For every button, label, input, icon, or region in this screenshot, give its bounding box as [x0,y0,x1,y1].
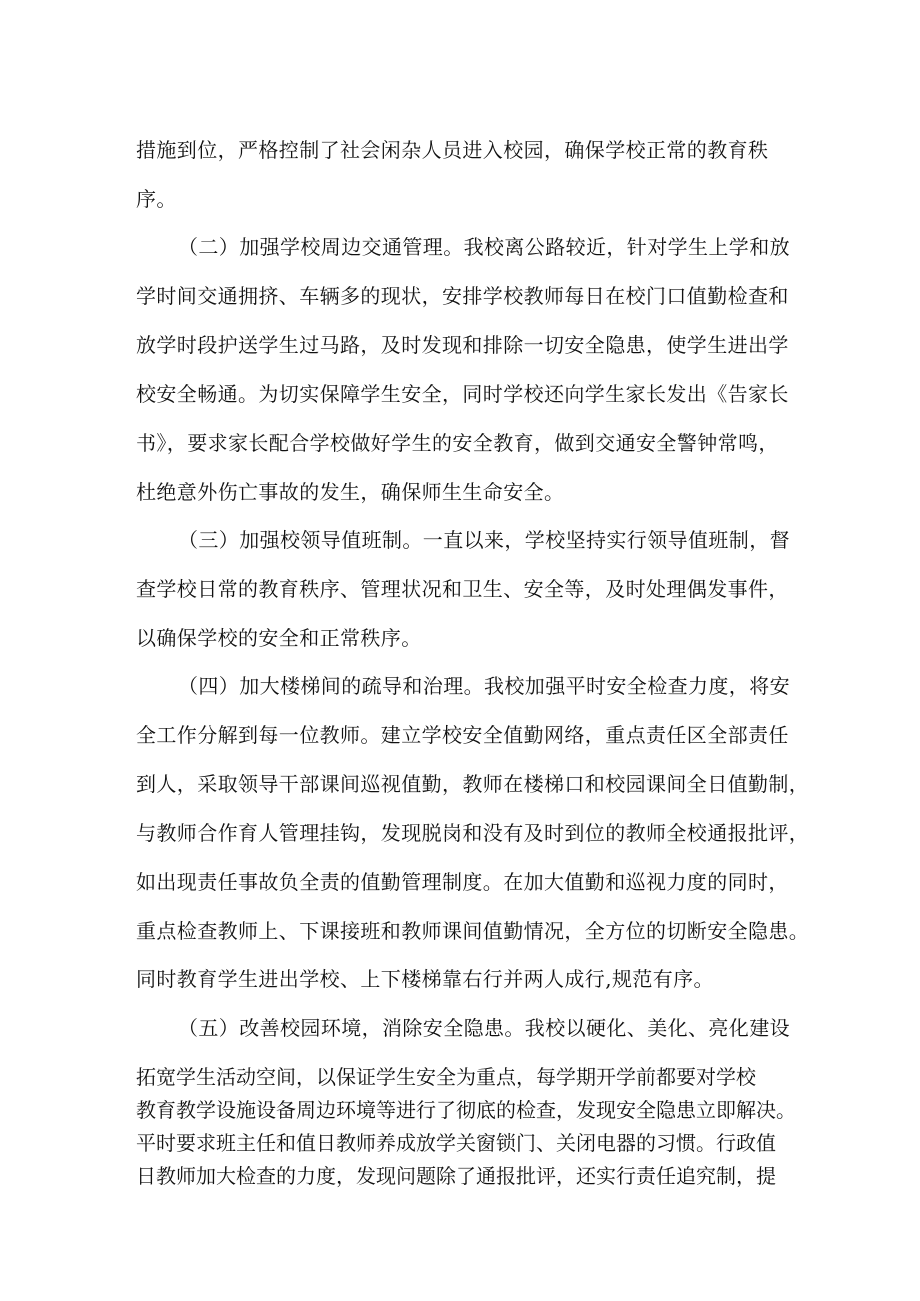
text-line: 序。 [136,187,177,211]
text-line: 同时教育学生进出学校、上下楼梯靠右行并两人成行,规范有序。 [136,967,714,991]
text-line: 学时间交通拥挤、车辆多的现状，安排学校教师每日在校门口值勤检查和 [136,284,789,308]
text-line: 与教师合作育人管理挂钩，发现脱岗和没有及时到位的教师全校通报批评， [136,821,810,845]
text-line: 日教师加大检查的力度，发现问题除了通报批评，还实行责任追究制，提 [136,1164,776,1188]
text-line: 校安全畅通。为切实保障学生安全，同时学校还向学生家长发出《告家长 [136,382,789,406]
text-line: 如出现责任事故负全责的值勤管理制度。在加大值勤和巡视力度的同时， [136,870,789,894]
text-line: 全工作分解到每一位教师。建立学校安全值勤网络，重点责任区全部责任 [136,723,789,747]
text-line: 查学校日常的教育秩序、管理状况和卫生、安全等，及时处理偶发事件， [136,577,789,601]
paragraph-heading-line: （三）加强校领导值班制。一直以来，学校坚持实行领导值班制，督 [178,528,790,552]
paragraph-heading-line: （五）改善校园环境，消除安全隐患。我校以硬化、美化、亮化建设 [178,1016,790,1040]
text-line: 措施到位，严格控制了社会闲杂人员进入校园，确保学校正常的教育秩 [136,138,769,162]
text-line: 杜绝意外伤亡事故的发生，确保师生生命安全。 [136,480,565,504]
text-line: 重点检查教师上、下课接班和教师课间值勤情况，全方位的切断安全隐患。 [136,919,810,943]
paragraph-heading-line: （四）加大楼梯间的疏导和治理。我校加强平时安全检查力度，将安 [178,674,790,698]
paragraph-heading-line: （二）加强学校周边交通管理。我校离公路较近，针对学生上学和放 [178,235,790,259]
text-line: 以确保学校的安全和正常秩序。 [136,626,422,650]
text-line: 拓宽学生活动空间，以保证学生安全为重点，每学期开学前都要对学校 [136,1065,756,1089]
text-line: 平时要求班主任和值日教师养成放学关窗锁门、关闭电器的习惯。行政值 [136,1131,776,1155]
text-line: 到人，采取领导干部课间巡视值勤，教师在楼梯口和校园课间全日值勤制， [136,772,810,796]
text-line: 书》，要求家长配合学校做好学生的安全教育，做到交通安全警钟常鸣， [136,431,779,455]
text-line: 教育教学设施设备周边环境等进行了彻底的检查，发现安全隐患立即解决。 [136,1098,796,1122]
text-line: 放学时段护送学生过马路，及时发现和排除一切安全隐患，使学生进出学 [136,333,789,357]
